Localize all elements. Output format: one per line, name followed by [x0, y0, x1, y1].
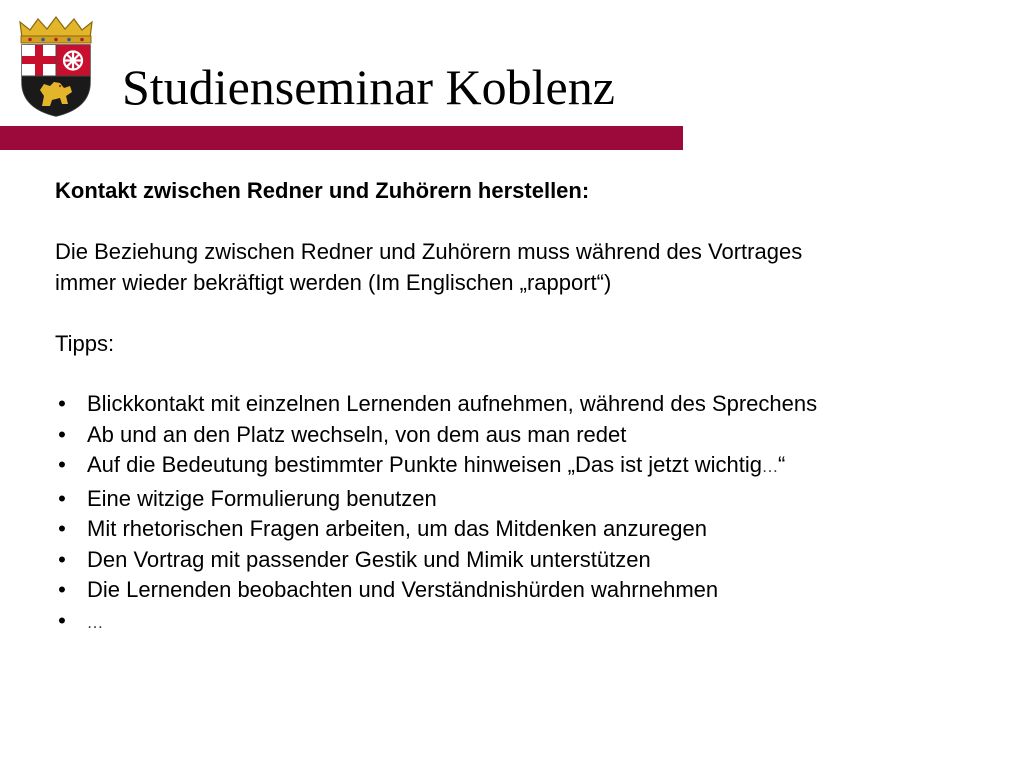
shield-icon: [22, 45, 90, 116]
tips-label: Tipps:: [55, 331, 115, 356]
crown-icon: [20, 17, 92, 43]
section-heading: Kontakt zwischen Redner und Zuhörern herstellen:: [55, 178, 590, 203]
tip-ellipsis: …: [762, 459, 778, 476]
intro-line: immer wieder bekräftigt werden (Im Englischen „rapport“): [55, 270, 612, 295]
bullet-icon: •: [58, 421, 66, 447]
bullet-icon: •: [58, 485, 66, 511]
tip-text: Auf die Bedeutung bestimmter Punkte hinweisen „Das ist jetzt wichtig: [87, 452, 762, 477]
page-title: Studienseminar Koblenz: [122, 59, 615, 115]
list-item: [55, 484, 995, 515]
slide-content: [55, 175, 995, 639]
tip-text: Mit rhetorischen Fragen arbeiten, um das Mitdenken anzuregen: [87, 516, 708, 541]
list-item: [55, 389, 995, 420]
tip-text: Eine witzige Formulierung benutzen: [87, 485, 437, 511]
bullet-icon: •: [58, 607, 66, 633]
bullet-icon: •: [58, 577, 66, 602]
coat-of-arms-icon: [16, 16, 96, 118]
list-item: [55, 514, 995, 545]
list-item: [55, 575, 995, 606]
tip-text: Blickkontakt mit einzelnen Lernenden aufnehmen, während des Sprechens: [87, 391, 818, 416]
tip-ellipsis: …: [87, 614, 103, 632]
header-divider-bar: [0, 126, 683, 150]
bullet-icon: •: [58, 546, 66, 572]
list-item: [55, 545, 995, 576]
bullet-icon: •: [58, 391, 66, 416]
bullet-icon: •: [58, 452, 66, 477]
tip-text: Die Lernenden beobachten und Verständnishürden wahrnehmen: [87, 577, 719, 602]
bullet-icon: •: [58, 516, 66, 541]
intro-paragraph: [55, 236, 995, 298]
intro-line: Die Beziehung zwischen Redner und Zuhörern muss während des Vortrages: [55, 239, 803, 264]
tip-closing-quote: “: [778, 452, 786, 477]
tip-text: Ab und an den Platz wechseln, von dem aus man redet: [87, 421, 627, 447]
list-item: [55, 606, 995, 640]
list-item: [55, 420, 995, 451]
tip-text: Den Vortrag mit passender Gestik und Mimik unterstützen: [87, 546, 651, 572]
list-item: [55, 450, 995, 484]
tips-list: [55, 389, 995, 639]
